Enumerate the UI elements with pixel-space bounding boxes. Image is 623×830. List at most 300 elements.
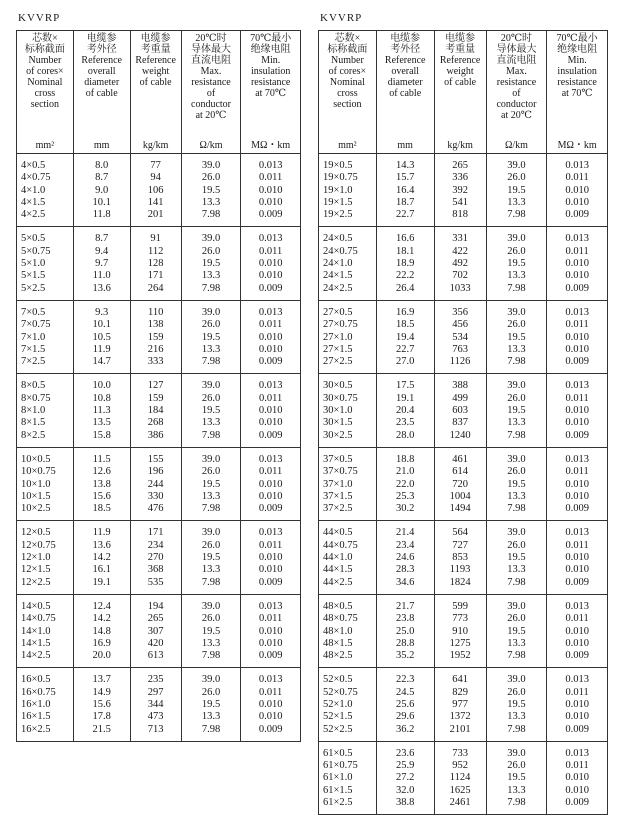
- resistance-cell: 13.3: [201, 564, 221, 576]
- weight-cell: 2461: [449, 797, 471, 809]
- spec-cell-group: [319, 300, 377, 373]
- spec-cell: 12×1.5: [21, 564, 51, 576]
- diameter-cell: 16.1: [92, 564, 111, 576]
- insulation-cell: 0.011: [259, 392, 283, 404]
- weight-cell: 733: [452, 747, 468, 759]
- weight-cell: 344: [147, 698, 164, 710]
- resistance-cell: 39.0: [201, 306, 221, 318]
- diameter-cell: 10.0: [92, 380, 111, 392]
- insulation-cell-group: [241, 300, 301, 373]
- diameter-cell: 11.9: [92, 527, 111, 539]
- weight-cell: 159: [147, 392, 164, 404]
- resistance-cell: 13.3: [201, 490, 221, 502]
- resistance-cell: 26.0: [201, 539, 221, 551]
- spec-cell-group: [319, 447, 377, 520]
- resistance-cell: 26.0: [201, 613, 221, 625]
- table-row-group: [319, 227, 608, 300]
- diameter-cell: 21.5: [92, 723, 111, 735]
- spec-cell: 10×1.0: [21, 478, 51, 490]
- weight-cell: 127: [147, 380, 164, 392]
- diameter-cell: 18.8: [396, 453, 415, 465]
- weight-cell: 456: [452, 319, 468, 331]
- header-unit: MΩ・km: [557, 140, 597, 151]
- weight-cell: 713: [147, 723, 164, 735]
- diameter-cell: 21.4: [396, 527, 415, 539]
- header-unit: mm: [397, 140, 413, 151]
- spec-cell: 8×1.0: [21, 405, 46, 417]
- weight-cell: 2101: [449, 723, 471, 735]
- diameter-cell: 18.5: [396, 319, 415, 331]
- header-cn: 20℃时 导体最大 直流电阻: [496, 33, 537, 66]
- spec-cell: 5×1.0: [21, 258, 46, 270]
- spec-cell: 8×0.75: [21, 392, 51, 404]
- insulation-cell: 0.013: [565, 306, 589, 318]
- insulation-cell: 0.010: [565, 698, 589, 710]
- resistance-cell: 7.98: [507, 429, 526, 441]
- insulation-cell: 0.013: [565, 747, 589, 759]
- diameter-cell: 16.9: [92, 637, 111, 649]
- insulation-cell: 0.009: [258, 650, 283, 662]
- resistance-cell: 39.0: [201, 674, 221, 686]
- insulation-cell: 0.009: [258, 356, 283, 368]
- resistance-cell: 13.3: [507, 270, 526, 282]
- resistance-cell: 13.3: [507, 196, 526, 208]
- weight-cell-group: [434, 521, 486, 594]
- insulation-cell: 0.009: [258, 576, 283, 588]
- header-cn: 电缆参 考外径: [86, 33, 117, 55]
- resistance-cell-group: [486, 227, 547, 300]
- weight-cell-group: [434, 741, 486, 814]
- diameter-cell: 25.6: [396, 698, 415, 710]
- resistance-cell-group: [181, 668, 241, 741]
- diameter-cell: 11.5: [92, 453, 111, 465]
- resistance-cell: 19.5: [201, 405, 221, 417]
- insulation-cell: 0.009: [565, 282, 589, 294]
- spec-cell: 52×0.75: [323, 686, 358, 698]
- weight-cell-group: [130, 668, 181, 741]
- header-en: Max. resistance of conductor at 20℃: [191, 66, 232, 121]
- spec-cell: 27×0.75: [323, 319, 358, 331]
- weight-cell-group: [130, 227, 181, 300]
- spec-cell: 44×0.75: [323, 539, 358, 551]
- diameter-cell: 22.7: [396, 343, 415, 355]
- weight-cell: 112: [147, 245, 164, 257]
- resistance-cell: 39.0: [507, 453, 526, 465]
- diameter-cell: 22.2: [396, 270, 415, 282]
- diameter-cell-group: [73, 447, 130, 520]
- diameter-cell: 30.2: [396, 503, 415, 515]
- weight-cell-group: [434, 227, 486, 300]
- resistance-cell: 39.0: [201, 160, 221, 171]
- resistance-cell: 39.0: [507, 600, 526, 612]
- header-unit: Ω/km: [199, 140, 223, 151]
- insulation-cell: 0.009: [565, 503, 589, 515]
- insulation-cell: 0.009: [565, 723, 589, 735]
- header-cn: 电缆参 考重量: [445, 33, 476, 55]
- weight-cell: 420: [147, 637, 164, 649]
- weight-cell: 336: [452, 172, 468, 184]
- weight-cell: 773: [452, 613, 468, 625]
- spec-cell: 14×0.5: [21, 600, 51, 612]
- resistance-cell: 19.5: [201, 331, 221, 343]
- resistance-cell: 7.98: [201, 503, 221, 515]
- spec-cell: 24×1.0: [323, 258, 353, 270]
- resistance-cell-group: [486, 521, 547, 594]
- resistance-cell-group: [181, 374, 241, 447]
- weight-cell: 196: [147, 466, 164, 478]
- insulation-cell: 0.010: [565, 405, 589, 417]
- diameter-cell: 15.8: [92, 429, 111, 441]
- insulation-cell: 0.010: [258, 196, 283, 208]
- diameter-cell: 34.6: [396, 576, 415, 588]
- insulation-cell: 0.009: [565, 650, 589, 662]
- diameter-cell: 22.0: [396, 478, 415, 490]
- diameter-cell: 23.8: [396, 613, 415, 625]
- weight-cell: 110: [147, 306, 164, 318]
- diameter-cell: 10.5: [92, 331, 111, 343]
- header-en: Reference overall diameter of cable: [384, 55, 426, 99]
- insulation-cell: 0.009: [565, 356, 589, 368]
- resistance-cell: 13.3: [201, 196, 221, 208]
- diameter-cell: 27.2: [396, 772, 415, 784]
- weight-cell: 1004: [449, 490, 471, 502]
- insulation-cell-group: [547, 594, 608, 667]
- resistance-cell: 39.0: [507, 306, 526, 318]
- weight-cell: 535: [147, 576, 164, 588]
- insulation-cell: 0.013: [258, 160, 283, 171]
- insulation-cell: 0.010: [258, 270, 283, 282]
- resistance-cell: 39.0: [507, 747, 526, 759]
- diameter-cell: 11.9: [92, 343, 111, 355]
- resistance-cell-group: [181, 521, 241, 594]
- header-unit: Ω/km: [504, 140, 528, 151]
- insulation-cell: 0.010: [565, 258, 589, 270]
- diameter-cell: 32.0: [396, 784, 415, 796]
- table-row-group: [319, 154, 608, 227]
- column-header: [486, 31, 547, 154]
- diameter-cell: 25.3: [396, 490, 415, 502]
- resistance-cell: 26.0: [507, 760, 526, 772]
- diameter-cell: 24.5: [396, 686, 415, 698]
- table-row-group: [17, 300, 301, 373]
- diameter-cell: 20.0: [92, 650, 111, 662]
- resistance-cell: 19.5: [507, 698, 526, 710]
- weight-cell: 499: [452, 392, 468, 404]
- weight-cell: 216: [147, 343, 164, 355]
- weight-cell: 1494: [449, 503, 471, 515]
- weight-cell: 1625: [449, 784, 471, 796]
- diameter-cell: 26.4: [396, 282, 415, 294]
- header-cn: 电缆参 考重量: [140, 33, 171, 55]
- insulation-cell-group: [547, 300, 608, 373]
- column-header: [434, 31, 486, 154]
- resistance-cell: 19.5: [201, 184, 221, 196]
- resistance-cell: 19.5: [507, 405, 526, 417]
- spec-cell-group: [17, 521, 74, 594]
- weight-cell-group: [434, 300, 486, 373]
- weight-cell: 603: [452, 405, 468, 417]
- insulation-cell: 0.011: [565, 539, 589, 551]
- diameter-cell: 17.5: [396, 380, 415, 392]
- diameter-cell: 13.6: [92, 282, 111, 294]
- insulation-cell: 0.011: [565, 686, 589, 698]
- spec-cell-group: [319, 374, 377, 447]
- insulation-cell: 0.010: [565, 552, 589, 564]
- weight-cell: 270: [147, 552, 164, 564]
- spec-cell-group: [17, 668, 74, 741]
- weight-cell: 1033: [449, 282, 471, 294]
- insulation-cell: 0.010: [258, 698, 283, 710]
- diameter-cell-group: [376, 741, 434, 814]
- diameter-cell: 35.2: [396, 650, 415, 662]
- spec-cell-group: [319, 154, 377, 227]
- weight-cell: 613: [147, 650, 164, 662]
- spec-cell: 7×1.5: [21, 343, 46, 355]
- header-en: Reference weight of cable: [135, 55, 176, 88]
- spec-cell: 61×1.5: [323, 784, 353, 796]
- spec-cell-group: [319, 594, 377, 667]
- header-unit: kg/km: [142, 140, 169, 151]
- resistance-cell: 39.0: [201, 380, 221, 392]
- resistance-cell: 7.98: [201, 282, 221, 294]
- diameter-cell-group: [73, 300, 130, 373]
- diameter-cell: 38.8: [396, 797, 415, 809]
- spec-cell: 5×2.5: [21, 282, 46, 294]
- weight-cell: 641: [452, 674, 468, 686]
- column-header: [181, 31, 241, 154]
- diameter-cell-group: [73, 227, 130, 300]
- weight-cell-group: [130, 300, 181, 373]
- header-cn: 70℃最小 绝缘电阻: [556, 33, 598, 55]
- insulation-cell: 0.010: [565, 772, 589, 784]
- spec-cell: 7×2.5: [21, 356, 46, 368]
- spec-cell: 8×2.5: [21, 429, 46, 441]
- resistance-cell: 26.0: [201, 392, 221, 404]
- table-row-group: [17, 374, 301, 447]
- weight-cell: 977: [452, 698, 468, 710]
- diameter-cell: 23.5: [396, 417, 415, 429]
- diameter-cell-group: [376, 227, 434, 300]
- header-unit: mm²: [35, 140, 55, 151]
- insulation-cell-group: [547, 154, 608, 227]
- diameter-cell: 19.4: [396, 331, 415, 343]
- diameter-cell-group: [376, 521, 434, 594]
- resistance-cell: 7.98: [507, 576, 526, 588]
- column-header: [130, 31, 181, 154]
- diameter-cell: 18.9: [396, 258, 415, 270]
- insulation-cell: 0.010: [258, 552, 283, 564]
- resistance-cell: 39.0: [201, 600, 221, 612]
- weight-cell: 763: [452, 343, 468, 355]
- table-row-group: [319, 668, 608, 741]
- resistance-cell: 13.3: [507, 343, 526, 355]
- insulation-cell: 0.013: [258, 674, 283, 686]
- resistance-cell: 39.0: [507, 160, 526, 171]
- spec-cell: 4×1.0: [21, 184, 46, 196]
- spec-cell: 7×1.0: [21, 331, 46, 343]
- resistance-cell: 26.0: [507, 686, 526, 698]
- insulation-cell-group: [241, 521, 301, 594]
- table-row-group: [319, 447, 608, 520]
- spec-cell-group: [17, 594, 74, 667]
- diameter-cell: 8.7: [95, 172, 109, 184]
- weight-cell: 1126: [449, 356, 471, 368]
- insulation-cell: 0.010: [258, 711, 283, 723]
- resistance-cell: 7.98: [507, 209, 526, 221]
- insulation-cell-group: [547, 741, 608, 814]
- insulation-cell: 0.010: [565, 196, 589, 208]
- insulation-cell: 0.009: [565, 429, 589, 441]
- insulation-cell: 0.010: [258, 331, 283, 343]
- resistance-cell: 26.0: [507, 613, 526, 625]
- spec-cell: 44×0.5: [323, 527, 353, 539]
- insulation-cell: 0.011: [565, 319, 589, 331]
- insulation-cell: 0.010: [565, 478, 589, 490]
- diameter-cell: 23.6: [396, 747, 415, 759]
- column-header: [17, 31, 74, 154]
- table-row-group: [17, 521, 301, 594]
- weight-cell: 1275: [449, 637, 471, 649]
- resistance-cell: 13.3: [507, 564, 526, 576]
- insulation-cell: 0.013: [258, 380, 283, 392]
- weight-cell: 386: [147, 429, 164, 441]
- diameter-cell: 21.0: [396, 466, 415, 478]
- diameter-cell: 13.5: [92, 417, 111, 429]
- column-header: [241, 31, 301, 154]
- diameter-cell: 16.9: [396, 306, 415, 318]
- resistance-cell: 13.3: [201, 343, 221, 355]
- resistance-cell: 13.3: [201, 417, 221, 429]
- diameter-cell: 13.7: [92, 674, 111, 686]
- spec-cell: 16×0.5: [21, 674, 51, 686]
- spec-cell: 27×0.5: [323, 306, 353, 318]
- weight-cell: 268: [147, 417, 164, 429]
- spec-cell: 44×1.5: [323, 564, 353, 576]
- resistance-cell: 19.5: [201, 698, 221, 710]
- diameter-cell-group: [376, 374, 434, 447]
- spec-cell-group: [17, 300, 74, 373]
- resistance-cell: 13.3: [507, 711, 526, 723]
- insulation-cell: 0.010: [258, 637, 283, 649]
- spec-cell: 27×1.5: [323, 343, 353, 355]
- header-unit: mm: [93, 140, 110, 151]
- resistance-cell: 26.0: [507, 319, 526, 331]
- insulation-cell: 0.010: [565, 331, 589, 343]
- insulation-cell: 0.010: [565, 417, 589, 429]
- insulation-cell: 0.013: [565, 233, 589, 245]
- spec-cell: 12×0.75: [21, 539, 56, 551]
- weight-cell: 461: [452, 453, 468, 465]
- diameter-cell: 24.6: [396, 552, 415, 564]
- resistance-cell: 26.0: [507, 245, 526, 257]
- resistance-cell: 13.3: [507, 784, 526, 796]
- weight-cell: 829: [452, 686, 468, 698]
- spec-cell: 30×1.0: [323, 405, 353, 417]
- diameter-cell: 36.2: [396, 723, 415, 735]
- resistance-cell: 26.0: [507, 172, 526, 184]
- insulation-cell: 0.013: [258, 453, 283, 465]
- diameter-cell: 8.0: [95, 160, 109, 171]
- weight-cell: 265: [452, 160, 468, 171]
- resistance-cell: 26.0: [201, 319, 221, 331]
- weight-cell-group: [130, 374, 181, 447]
- spec-cell: 37×2.5: [323, 503, 353, 515]
- diameter-cell: 28.8: [396, 637, 415, 649]
- insulation-cell: 0.010: [565, 490, 589, 502]
- insulation-cell: 0.009: [258, 503, 283, 515]
- weight-cell: 818: [452, 209, 468, 221]
- resistance-cell: 7.98: [201, 429, 221, 441]
- resistance-cell-group: [486, 374, 547, 447]
- spec-cell: 14×1.5: [21, 637, 51, 649]
- insulation-cell: 0.011: [565, 172, 589, 184]
- spec-cell: 12×0.5: [21, 527, 51, 539]
- resistance-cell-group: [486, 594, 547, 667]
- insulation-cell: 0.010: [258, 417, 283, 429]
- diameter-cell: 27.0: [396, 356, 415, 368]
- insulation-cell: 0.010: [258, 625, 283, 637]
- diameter-cell: 17.8: [92, 711, 111, 723]
- diameter-cell: 20.4: [396, 405, 415, 417]
- resistance-cell: 7.98: [201, 209, 221, 221]
- insulation-cell: 0.013: [565, 380, 589, 392]
- insulation-cell-group: [547, 227, 608, 300]
- diameter-cell: 15.6: [92, 490, 111, 502]
- insulation-cell: 0.013: [565, 160, 589, 171]
- spec-cell-group: [17, 447, 74, 520]
- table-row-group: [319, 594, 608, 667]
- spec-cell: 24×1.5: [323, 270, 353, 282]
- weight-cell-group: [130, 521, 181, 594]
- insulation-cell: 0.013: [565, 600, 589, 612]
- insulation-cell: 0.010: [258, 405, 283, 417]
- diameter-cell: 14.7: [92, 356, 111, 368]
- insulation-cell: 0.010: [565, 784, 589, 796]
- diameter-cell: 14.2: [92, 552, 111, 564]
- header-en: Max. resistance of conductor at 20℃: [496, 66, 537, 121]
- resistance-cell: 39.0: [507, 233, 526, 245]
- spec-cell: 16×2.5: [21, 723, 51, 735]
- weight-cell: 201: [147, 209, 164, 221]
- spec-cell: 30×1.5: [323, 417, 353, 429]
- insulation-cell: 0.013: [565, 453, 589, 465]
- insulation-cell: 0.010: [565, 184, 589, 196]
- header-en: Min. insulation resistance at 70℃: [250, 55, 291, 99]
- weight-cell: 476: [147, 503, 164, 515]
- resistance-cell: 39.0: [507, 527, 526, 539]
- spec-cell: 10×1.5: [21, 490, 51, 502]
- diameter-cell: 14.2: [92, 613, 111, 625]
- diameter-cell: 16.4: [396, 184, 415, 196]
- insulation-cell: 0.010: [565, 343, 589, 355]
- insulation-cell: 0.009: [565, 797, 589, 809]
- insulation-cell: 0.009: [258, 282, 283, 294]
- column-header: [319, 31, 377, 154]
- weight-cell: 727: [452, 539, 468, 551]
- resistance-cell: 7.98: [507, 356, 526, 368]
- header-cn: 芯数× 标称截面: [24, 33, 65, 55]
- spec-cell: 7×0.75: [21, 319, 51, 331]
- diameter-cell-group: [73, 668, 130, 741]
- spec-cell: 52×1.0: [323, 698, 353, 710]
- insulation-cell: 0.011: [259, 686, 283, 698]
- resistance-cell: 13.3: [507, 417, 526, 429]
- diameter-cell: 10.8: [92, 392, 111, 404]
- insulation-cell: 0.011: [565, 613, 589, 625]
- spec-cell: 7×0.5: [21, 306, 46, 318]
- diameter-cell: 18.1: [396, 245, 415, 257]
- diameter-cell: 16.6: [396, 233, 415, 245]
